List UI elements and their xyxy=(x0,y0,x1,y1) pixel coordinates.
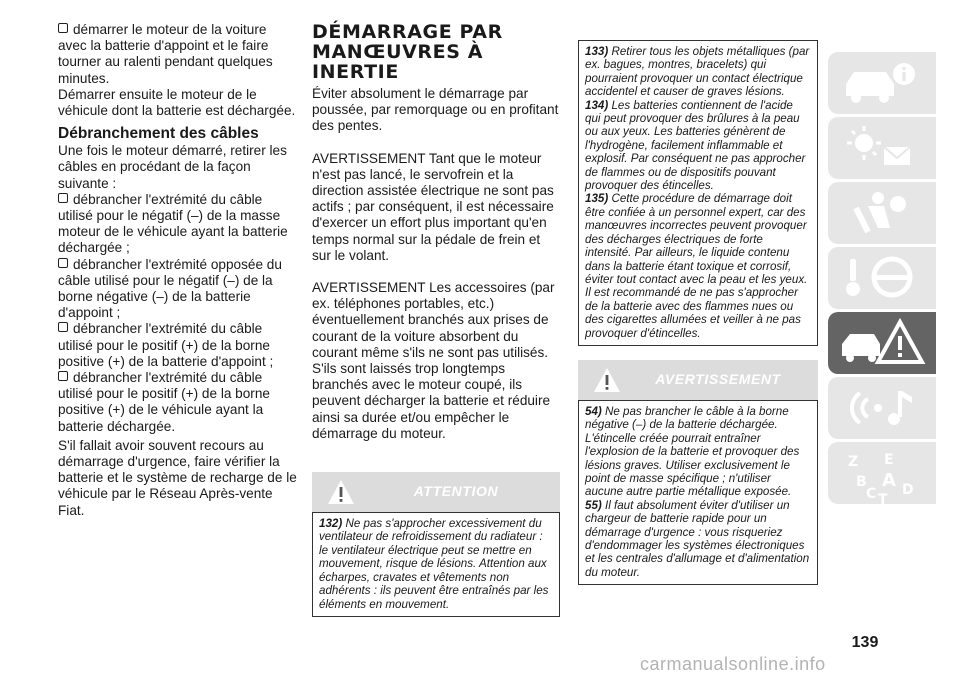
paragraph: Une fois le moteur démarré, retirer les câbles en procédant de la façon suivante : xyxy=(58,143,287,191)
note-number: 54) xyxy=(585,404,602,418)
page-number: 139 xyxy=(851,634,879,651)
bullet-item: débrancher l'extrémité opposée du câble utilisé pour le négatif (–) de la borne négative (–) de la batterie d'appoint ; xyxy=(58,256,282,321)
attention-title: ATTENTION xyxy=(413,483,499,500)
index-letter: C xyxy=(866,486,877,502)
warning-paragraph: AVERTISSEMENT Les accessoires (par ex. téléphones portables, etc.) éventuellement branchés aux prises de courant de la voiture absorbent du courant même s'ils ne sont pas utilisés. S'ils sont laissés trop longtemps branchés avec le moteur coupé, ils peuvent décharger la batterie et réduire ainsi sa durée et/ou empêcher le démarrage du moteur. xyxy=(312,280,555,441)
column-left xyxy=(58,22,298,519)
index-letter: A xyxy=(882,470,896,491)
section-heading: Débranchement des câbles xyxy=(58,125,259,143)
note-text: Il faut absolument éviter d'utiliser un chargeur de batterie rapide pour un démarrage d'urgence : vous risqueriez d'endommager les systèmes électroniques et les centrales d'allumage et d'alimentation du moteur. xyxy=(585,498,810,579)
index-letter: E xyxy=(884,452,894,468)
note-number: 133) xyxy=(585,45,609,58)
column-middle xyxy=(312,22,560,617)
warning-paragraph: AVERTISSEMENT Tant que le moteur n'est pas lancé, le servofrein et la direction assistée électrique ne sont pas actifs ; par conséquent, il est nécessaire d'exercer un effort plus important qu'en temps normal sur la pédale de frein et sur le volant. xyxy=(312,150,554,263)
bullet-item: débrancher l'extrémité du câble utilisé pour le positif (+) de la borne positive (+) de le véhicule ayant la batterie déchargée. xyxy=(58,370,270,434)
paragraph: Éviter absolument le démarrage par poussée, par remorquage ou en profitant des pentes. xyxy=(312,86,559,134)
index-letter: B xyxy=(856,474,867,490)
media-icon xyxy=(838,383,928,433)
note-number: 132) xyxy=(319,517,343,531)
note-text: Retirer tous les objets métalliques (par ex. bagues, montres, bracelets) qui pourraient provoquer un contact électrique accidentel et causer de graves lésions. xyxy=(585,45,810,99)
warning-title: AVERTISSEMENT xyxy=(655,370,781,387)
note-number: 55) xyxy=(585,498,602,512)
tab-driving[interactable] xyxy=(828,247,936,309)
checkbox-bullet-icon xyxy=(58,371,68,381)
checkbox-bullet-icon xyxy=(58,23,68,33)
tab-index[interactable] xyxy=(828,442,936,504)
note-text: Les batteries contiennent de l'acide qui peut provoquer des brûlures à la peau ou aux yeux. Les batteries génèrent de l'hydrogène, facilement inflammable et explosif. Par conséquent ne pas approcher de flammes ou de dispositifs pouvant provoquer des étincelles. xyxy=(585,98,806,193)
tab-car-info[interactable] xyxy=(828,52,936,114)
paragraph: Démarrer ensuite le moteur de le véhicule dont la batterie est déchargée. xyxy=(58,86,296,119)
car-info-icon xyxy=(838,58,928,108)
key-steering-icon xyxy=(838,253,928,303)
note-number: 134) xyxy=(585,98,609,112)
paragraph: S'il fallait avoir souvent recours au démarrage d'urgence, faire vérifier la batterie et le système de recharge de le véhicule par le Réseau Après-vente Fiat. xyxy=(58,437,297,518)
warning-emergency-icon xyxy=(838,318,928,368)
tab-multimedia[interactable] xyxy=(828,377,936,439)
warning-box xyxy=(578,400,818,585)
index-icon xyxy=(838,448,928,504)
bullet-item: démarrer le moteur de la voiture avec la batterie d'appoint et le faire tourner au ralenti pendant quelques minutes. xyxy=(58,22,273,86)
column-right xyxy=(578,40,818,585)
note-text: Cette procédure de démarrage doit être confiée à un personnel expert, car des manœuvres incorrectes peuvent provoquer des décharges électriques de forte intensité. Par ailleurs, le liquide contenu dans la batterie étant toxique et corrosif, éviter tout contact avec la peau et les yeux. Il est recommandé de ne pas s'approcher de la batterie avec des flammes nues ou des cigarettes allumées et veiller à ne pas provoquer d'étincelles. xyxy=(585,192,808,340)
checkbox-bullet-icon xyxy=(58,193,68,203)
attention-box-header xyxy=(312,472,560,512)
tab-emergency[interactable] xyxy=(828,312,936,374)
index-letter: D xyxy=(902,482,914,498)
bullet-item: débrancher l'extrémité du câble utilisé pour le négatif (–) de la masse moteur de le véhicule ayant la batterie déchargée ; xyxy=(58,191,288,256)
checkbox-bullet-icon xyxy=(58,322,68,332)
note-number: 135) xyxy=(585,192,609,206)
index-letter: Z xyxy=(848,454,859,470)
bullet-item: débrancher l'extrémité du câble utilisé pour le positif (+) de la borne positive (+) de la batterie d'appoint ; xyxy=(58,321,274,369)
attention-box xyxy=(312,512,560,617)
lights-mail-icon xyxy=(838,123,928,173)
section-title: DÉMARRAGE PAR MANŒUVRES À INERTIE xyxy=(312,21,503,83)
index-letter: T xyxy=(878,492,888,504)
tab-safety[interactable] xyxy=(828,182,936,244)
warnings-box xyxy=(578,40,818,346)
note-text: Ne pas s'approcher excessivement du ventilateur de refroidissement du radiateur : le ventilateur électrique peut se mettre en mouvement, risque de lésions. Attention aux écharpes, cravates et vêtements non adhérents : ils peuvent être entraînés par les éléments en mouvement. xyxy=(319,517,549,611)
watermark: carmanualsonline.info xyxy=(640,654,826,674)
airbag-seat-icon xyxy=(838,188,928,238)
tab-lights-messages[interactable] xyxy=(828,117,936,179)
warning-box-header xyxy=(578,360,818,400)
note-text: Ne pas brancher le câble à la borne négative (–) de la batterie déchargée. L'étincelle créée pourrait entraîner l'explosion de la batterie et provoquer des lésions graves. Utiliser exclusivement le point de masse spécifique ; n'utiliser aucune autre partie métallique exposée. xyxy=(585,404,800,499)
checkbox-bullet-icon xyxy=(58,258,68,268)
